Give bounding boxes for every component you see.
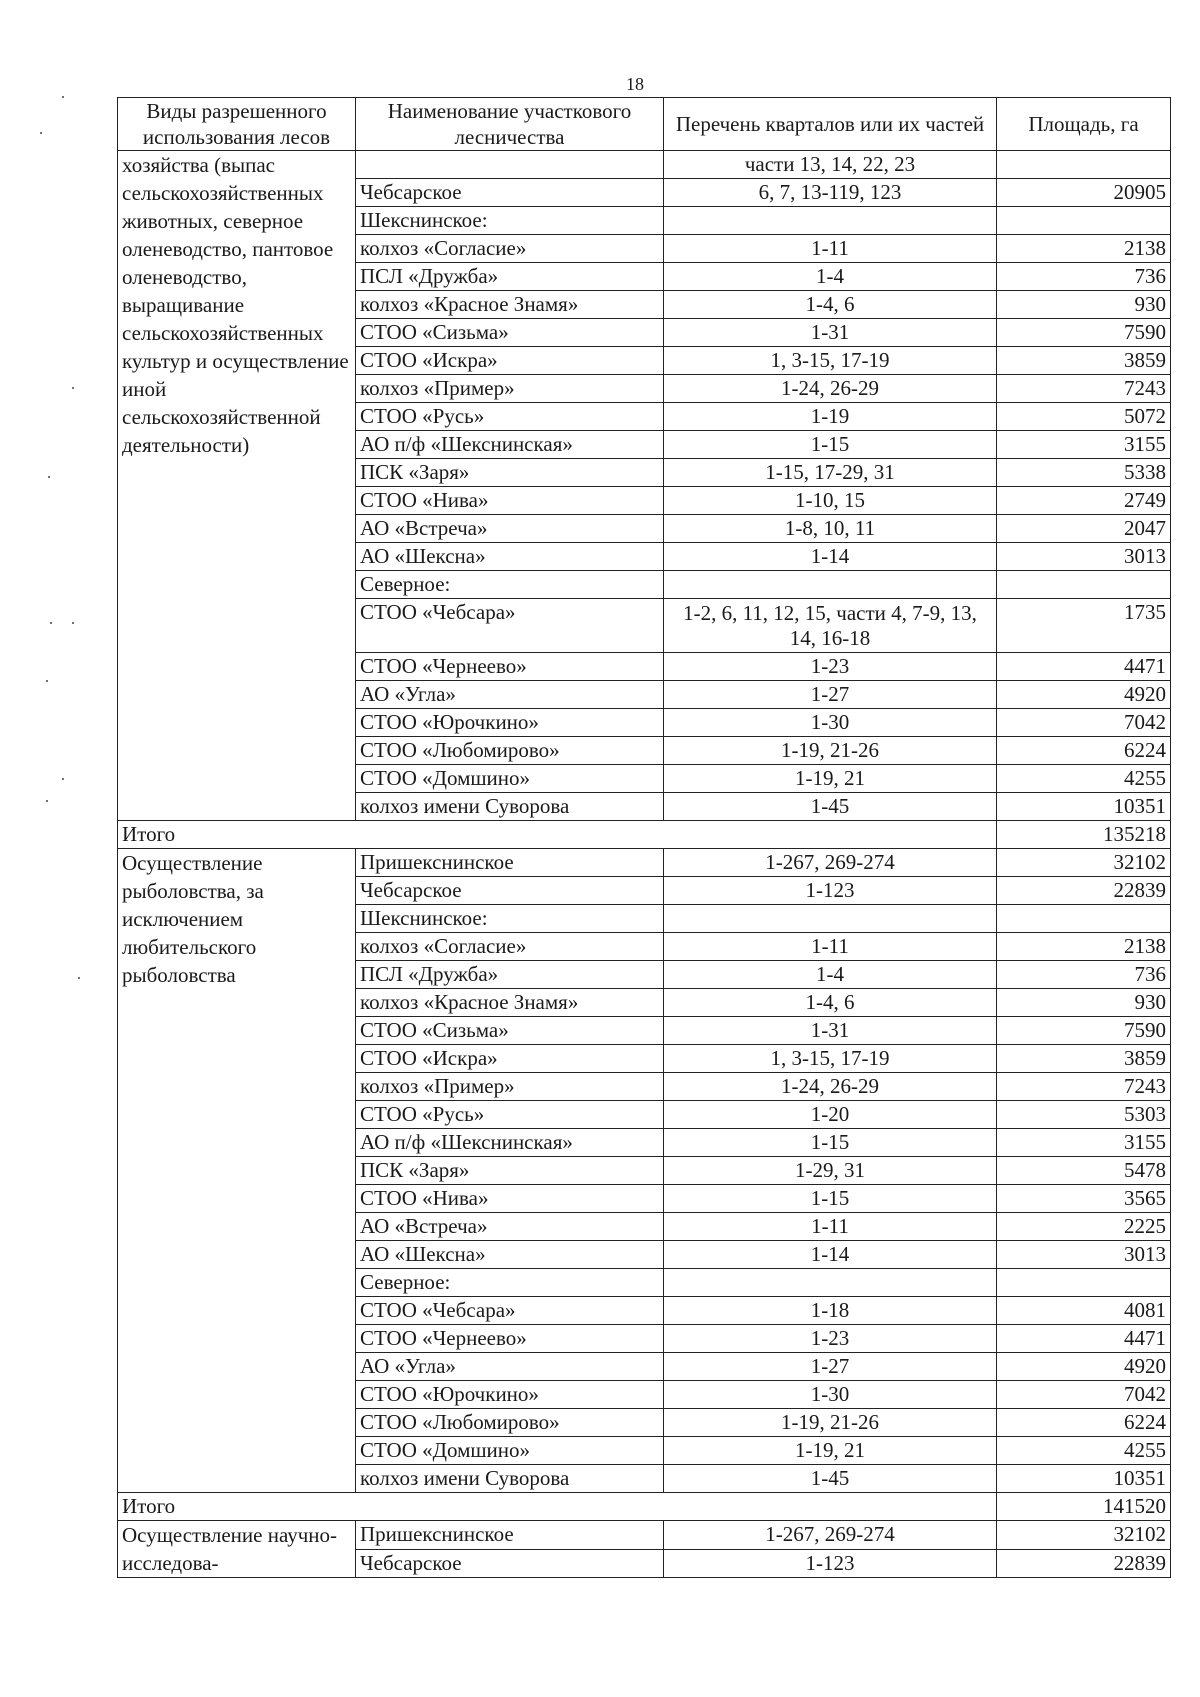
quarters-cell: 1-11 <box>664 1213 997 1241</box>
scan-speck <box>72 387 74 389</box>
quarters-cell: 1-19, 21 <box>664 1437 997 1465</box>
area-cell: 10351 <box>997 1465 1171 1493</box>
use-type-cell: Осуществление рыболовства, за исключением любительского рыболовства <box>118 849 356 1493</box>
area-cell: 3013 <box>997 543 1171 571</box>
area-cell: 4081 <box>997 1297 1171 1325</box>
quarters-cell: 1-10, 15 <box>664 487 997 515</box>
quarters-cell <box>664 207 997 235</box>
quarters-cell: 1-11 <box>664 235 997 263</box>
area-cell: 4255 <box>997 1437 1171 1465</box>
quarters-cell: 1-18 <box>664 1297 997 1325</box>
forestry-name-cell: СТОО «Нива» <box>356 1185 664 1213</box>
quarters-cell: 1-267, 269-274 <box>664 1521 997 1550</box>
scan-speck <box>46 800 48 802</box>
quarters-cell: 6, 7, 13-119, 123 <box>664 179 997 207</box>
quarters-cell: 1-31 <box>664 1017 997 1045</box>
table-row <box>118 849 1171 877</box>
forestry-name-cell: СТОО «Искра» <box>356 347 664 375</box>
area-cell: 2138 <box>997 933 1171 961</box>
area-cell: 3859 <box>997 347 1171 375</box>
forestry-name-cell <box>356 151 664 179</box>
area-cell: 7590 <box>997 1017 1171 1045</box>
quarters-cell: 1-19 <box>664 403 997 431</box>
forestry-name-cell: Чебсарское <box>356 179 664 207</box>
forestry-name-cell: АО «Угла» <box>356 1353 664 1381</box>
forestry-name-cell: СТОО «Домшино» <box>356 1437 664 1465</box>
quarters-cell: 1-19, 21-26 <box>664 1409 997 1437</box>
total-value: 141520 <box>997 1493 1171 1521</box>
column-header-forestry: Наименование участкового лесничества <box>356 98 664 151</box>
forestry-name-cell: колхоз «Согласие» <box>356 235 664 263</box>
area-cell: 1735 <box>997 599 1171 653</box>
scan-speck <box>40 132 42 134</box>
quarters-cell: 1-27 <box>664 1353 997 1381</box>
quarters-cell: 1-30 <box>664 1381 997 1409</box>
quarters-cell: 1-4, 6 <box>664 989 997 1017</box>
area-cell: 4255 <box>997 765 1171 793</box>
forestry-name-cell: колхоз «Пример» <box>356 375 664 403</box>
area-cell: 5072 <box>997 403 1171 431</box>
forest-use-table <box>117 97 1171 1578</box>
quarters-cell: 1-45 <box>664 1465 997 1493</box>
area-cell: 7042 <box>997 709 1171 737</box>
quarters-cell: 1-123 <box>664 877 997 905</box>
total-value: 135218 <box>997 821 1171 849</box>
area-cell: 6224 <box>997 1409 1171 1437</box>
total-label: Итого <box>118 1493 997 1521</box>
forestry-name-cell: ПСК «Заря» <box>356 459 664 487</box>
forestry-name-cell: ПСЛ «Дружба» <box>356 961 664 989</box>
quarters-cell: 1-8, 10, 11 <box>664 515 997 543</box>
quarters-cell: 1, 3-15, 17-19 <box>664 1045 997 1073</box>
area-cell: 2225 <box>997 1213 1171 1241</box>
forestry-name-cell: ПСЛ «Дружба» <box>356 263 664 291</box>
quarters-cell: 1-24, 26-29 <box>664 375 997 403</box>
forestry-name-cell: АО п/ф «Шекснинская» <box>356 1129 664 1157</box>
forestry-name-cell: СТОО «Русь» <box>356 1101 664 1129</box>
area-cell: 2749 <box>997 487 1171 515</box>
forestry-name-cell: колхоз «Красное Знамя» <box>356 989 664 1017</box>
forestry-name-cell: Чебсарское <box>356 1549 664 1578</box>
forestry-name-cell: колхоз имени Суворова <box>356 1465 664 1493</box>
area-cell: 3565 <box>997 1185 1171 1213</box>
quarters-cell <box>664 905 997 933</box>
scan-speck <box>46 680 48 682</box>
scan-speck <box>48 476 50 478</box>
area-cell: 4920 <box>997 1353 1171 1381</box>
area-cell: 4471 <box>997 1325 1171 1353</box>
area-cell <box>997 207 1171 235</box>
forestry-name-cell: ПСК «Заря» <box>356 1157 664 1185</box>
quarters-cell: 1-19, 21 <box>664 765 997 793</box>
quarters-cell: 1-4, 6 <box>664 291 997 319</box>
header-row <box>118 98 1171 151</box>
area-cell: 2138 <box>997 235 1171 263</box>
area-cell: 736 <box>997 263 1171 291</box>
quarters-cell: 1-267, 269-274 <box>664 849 997 877</box>
forestry-name-cell: Шекснинское: <box>356 905 664 933</box>
quarters-cell: 1-20 <box>664 1101 997 1129</box>
scan-speck <box>72 622 74 624</box>
scan-speck <box>50 622 52 624</box>
area-cell: 2047 <box>997 515 1171 543</box>
area-cell: 4471 <box>997 653 1171 681</box>
forestry-name-cell: Северное: <box>356 571 664 599</box>
quarters-cell: 1-23 <box>664 653 997 681</box>
quarters-cell: части 13, 14, 22, 23 <box>664 151 997 179</box>
forestry-name-cell: Пришекснинское <box>356 849 664 877</box>
forestry-name-cell: Пришекснинское <box>356 1521 664 1550</box>
forestry-name-cell: СТОО «Любомирово» <box>356 1409 664 1437</box>
forestry-name-cell: СТОО «Искра» <box>356 1045 664 1073</box>
forestry-name-cell: Северное: <box>356 1269 664 1297</box>
quarters-cell: 1-14 <box>664 1241 997 1269</box>
area-cell: 5303 <box>997 1101 1171 1129</box>
area-cell <box>997 151 1171 179</box>
quarters-cell: 1-11 <box>664 933 997 961</box>
column-header-area: Площадь, га <box>997 98 1171 151</box>
area-cell: 22839 <box>997 1549 1171 1578</box>
area-cell: 7042 <box>997 1381 1171 1409</box>
forestry-name-cell: АО «Встреча» <box>356 515 664 543</box>
quarters-cell: 1-24, 26-29 <box>664 1073 997 1101</box>
area-cell: 6224 <box>997 737 1171 765</box>
scan-speck <box>62 96 64 98</box>
page-number: 18 <box>626 74 644 94</box>
quarters-cell: 1-23 <box>664 1325 997 1353</box>
quarters-cell: 1-15, 17-29, 31 <box>664 459 997 487</box>
area-cell: 7243 <box>997 375 1171 403</box>
forestry-name-cell: АО «Шексна» <box>356 1241 664 1269</box>
area-cell: 5478 <box>997 1157 1171 1185</box>
area-cell: 5338 <box>997 459 1171 487</box>
forestry-name-cell: СТОО «Сизьма» <box>356 319 664 347</box>
quarters-cell: 1, 3-15, 17-19 <box>664 347 997 375</box>
forestry-name-cell: СТОО «Русь» <box>356 403 664 431</box>
area-cell: 930 <box>997 989 1171 1017</box>
area-cell: 7590 <box>997 319 1171 347</box>
quarters-cell <box>664 1269 997 1297</box>
quarters-cell: 1-19, 21-26 <box>664 737 997 765</box>
column-header-quarters: Перечень кварталов или их частей <box>664 98 997 151</box>
forestry-name-cell: колхоз «Красное Знамя» <box>356 291 664 319</box>
forestry-name-cell: СТОО «Сизьма» <box>356 1017 664 1045</box>
quarters-cell: 1-45 <box>664 793 997 821</box>
forestry-name-cell: Чебсарское <box>356 877 664 905</box>
quarters-cell: 1-15 <box>664 1185 997 1213</box>
area-cell <box>997 571 1171 599</box>
use-type-cell: Осуществление научно-исследова- <box>118 1521 356 1578</box>
column-header-use-type: Виды разрешенного использования лесов <box>118 98 356 151</box>
forestry-name-cell: АО «Угла» <box>356 681 664 709</box>
quarters-cell: 1-31 <box>664 319 997 347</box>
forestry-name-cell: АО «Шексна» <box>356 543 664 571</box>
area-cell: 10351 <box>997 793 1171 821</box>
area-cell <box>997 905 1171 933</box>
quarters-cell: 1-14 <box>664 543 997 571</box>
forestry-name-cell: СТОО «Домшино» <box>356 765 664 793</box>
forestry-name-cell: СТОО «Чернеево» <box>356 653 664 681</box>
area-cell: 32102 <box>997 1521 1171 1550</box>
table-row <box>118 151 1171 179</box>
total-row <box>118 821 1171 849</box>
forestry-name-cell: СТОО «Юрочкино» <box>356 709 664 737</box>
quarters-cell: 1-29, 31 <box>664 1157 997 1185</box>
forestry-name-cell: СТОО «Чебсара» <box>356 1297 664 1325</box>
area-cell: 32102 <box>997 849 1171 877</box>
forestry-name-cell: АО «Встреча» <box>356 1213 664 1241</box>
area-cell: 20905 <box>997 179 1171 207</box>
table-row <box>118 1521 1171 1550</box>
forestry-name-cell: Шекснинское: <box>356 207 664 235</box>
forestry-name-cell: СТОО «Нива» <box>356 487 664 515</box>
area-cell: 22839 <box>997 877 1171 905</box>
forestry-name-cell: колхоз «Согласие» <box>356 933 664 961</box>
forestry-name-cell: колхоз «Пример» <box>356 1073 664 1101</box>
area-cell: 3155 <box>997 431 1171 459</box>
use-type-cell: хозяйства (выпас сельскохозяйственных животных, северное оленеводство, пантовое оленеводство, выращивание сельскохозяйственных культур и осуществление иной сельскохозяйственной деятельности) <box>118 151 356 821</box>
quarters-cell <box>664 571 997 599</box>
area-cell: 3013 <box>997 1241 1171 1269</box>
area-cell: 7243 <box>997 1073 1171 1101</box>
area-cell: 3859 <box>997 1045 1171 1073</box>
area-cell: 736 <box>997 961 1171 989</box>
quarters-cell: 1-123 <box>664 1549 997 1578</box>
total-row <box>118 1493 1171 1521</box>
quarters-cell: 1-2, 6, 11, 12, 15, части 4, 7-9, 13, 14, 16-18 <box>664 599 997 653</box>
forestry-name-cell: СТОО «Чебсара» <box>356 599 664 653</box>
area-cell: 4920 <box>997 681 1171 709</box>
forestry-name-cell: СТОО «Юрочкино» <box>356 1381 664 1409</box>
forestry-name-cell: СТОО «Любомирово» <box>356 737 664 765</box>
scan-speck <box>78 977 80 979</box>
quarters-cell: 1-30 <box>664 709 997 737</box>
area-cell <box>997 1269 1171 1297</box>
quarters-cell: 1-15 <box>664 1129 997 1157</box>
scan-speck <box>62 778 64 780</box>
quarters-cell: 1-4 <box>664 961 997 989</box>
area-cell: 930 <box>997 291 1171 319</box>
quarters-cell: 1-27 <box>664 681 997 709</box>
forestry-name-cell: АО п/ф «Шекснинская» <box>356 431 664 459</box>
total-label: Итого <box>118 821 997 849</box>
quarters-cell: 1-15 <box>664 431 997 459</box>
forestry-name-cell: колхоз имени Суворова <box>356 793 664 821</box>
forestry-name-cell: СТОО «Чернеево» <box>356 1325 664 1353</box>
area-cell: 3155 <box>997 1129 1171 1157</box>
quarters-cell: 1-4 <box>664 263 997 291</box>
